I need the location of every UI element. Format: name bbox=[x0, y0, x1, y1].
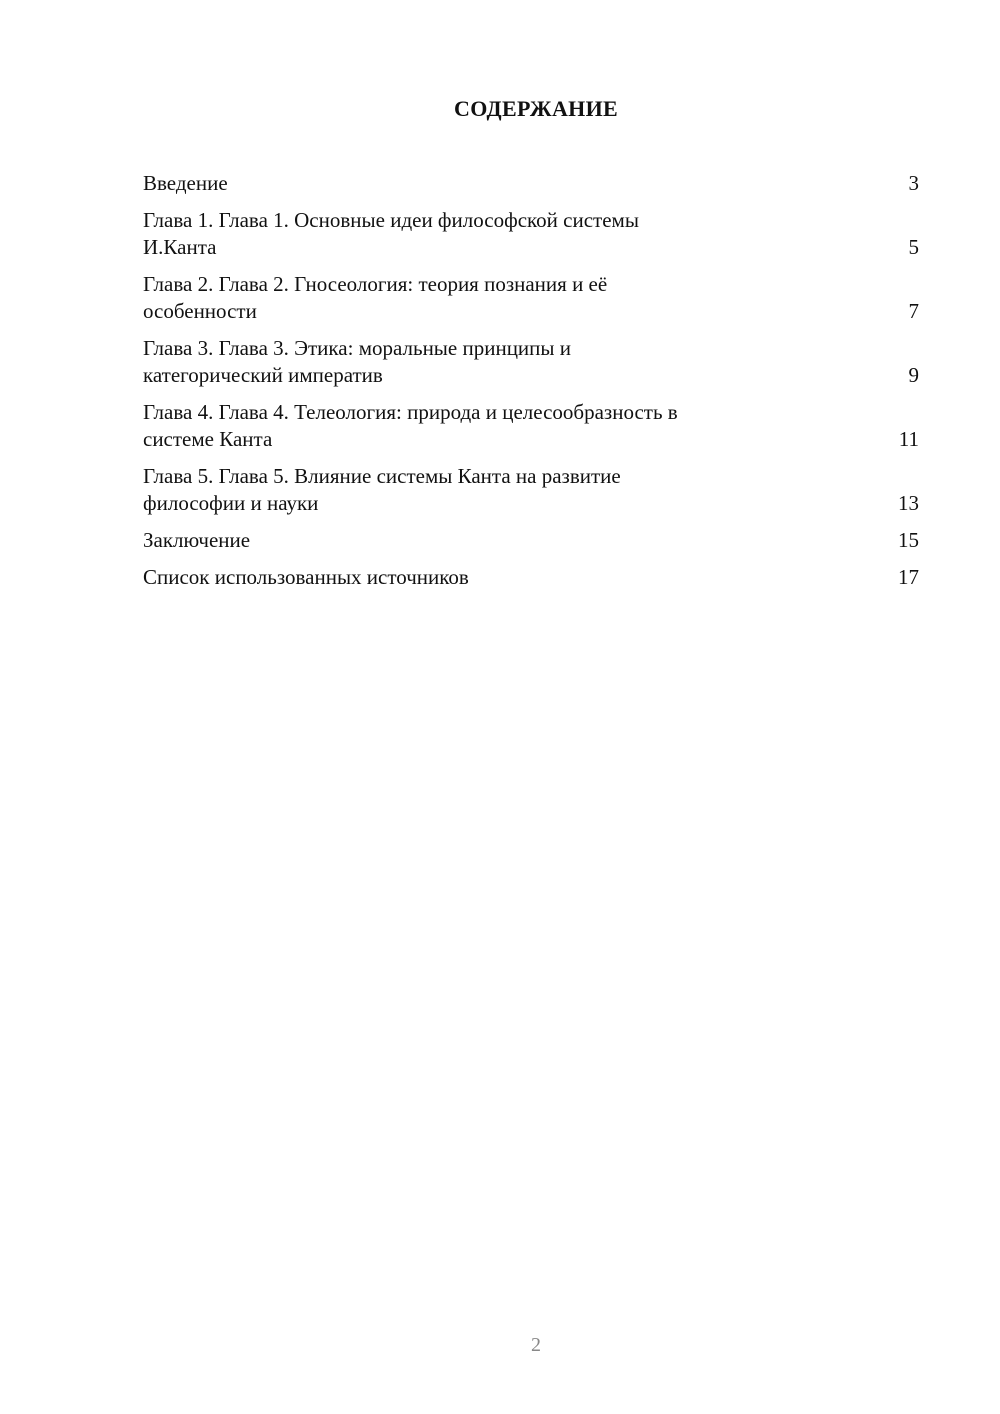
toc-entry-chapter-3[interactable] bbox=[143, 335, 919, 389]
toc-entry-chapter-5[interactable] bbox=[143, 463, 919, 517]
toc-entry-title-line-1: Глава 4. Глава 4. Телеология: природа и целесообразность в bbox=[143, 400, 678, 424]
toc-entry-page: 17 bbox=[898, 565, 919, 589]
toc-entry-title-line-1: Глава 3. Глава 3. Этика: моральные принципы и bbox=[143, 336, 572, 360]
table-of-contents bbox=[143, 170, 919, 601]
toc-entry-title: Заключение bbox=[143, 528, 251, 552]
toc-title: СОДЕРЖАНИЕ bbox=[454, 96, 618, 121]
toc-entry-chapter-1[interactable] bbox=[143, 207, 919, 261]
toc-entry-conclusion[interactable] bbox=[143, 527, 919, 554]
toc-entry-page: 9 bbox=[908, 363, 919, 387]
toc-entry-title-line-2: И.Канта bbox=[143, 235, 217, 259]
toc-entry-title-line-2: категорический императив bbox=[143, 363, 383, 387]
toc-entry-chapter-4[interactable] bbox=[143, 399, 919, 453]
toc-entry-page: 3 bbox=[908, 171, 919, 195]
toc-entry-title-line-1: Глава 2. Глава 2. Гносеология: теория познания и её bbox=[143, 272, 608, 296]
toc-entry-title: Введение bbox=[143, 171, 228, 195]
toc-entry-introduction[interactable] bbox=[143, 170, 919, 197]
toc-entry-title-line-2: философии и науки bbox=[143, 491, 319, 515]
toc-entry-title: Список использованных источников bbox=[143, 565, 469, 589]
toc-entry-title-line-1: Глава 5. Глава 5. Влияние системы Канта на развитие bbox=[143, 464, 621, 488]
toc-entry-references[interactable] bbox=[143, 564, 919, 591]
toc-entry-page: 11 bbox=[898, 427, 919, 451]
toc-entry-page: 15 bbox=[898, 528, 919, 552]
toc-entry-page: 5 bbox=[908, 235, 919, 259]
toc-entry-page: 7 bbox=[908, 299, 919, 323]
page-number: 2 bbox=[531, 1334, 541, 1356]
toc-entry-page: 13 bbox=[898, 491, 919, 515]
toc-entry-title-line-2: системе Канта bbox=[143, 427, 273, 451]
toc-entry-chapter-2[interactable] bbox=[143, 271, 919, 325]
toc-entry-title-line-2: особенности bbox=[143, 299, 257, 323]
toc-entry-title-line-1: Глава 1. Глава 1. Основные идеи философской системы bbox=[143, 208, 639, 232]
